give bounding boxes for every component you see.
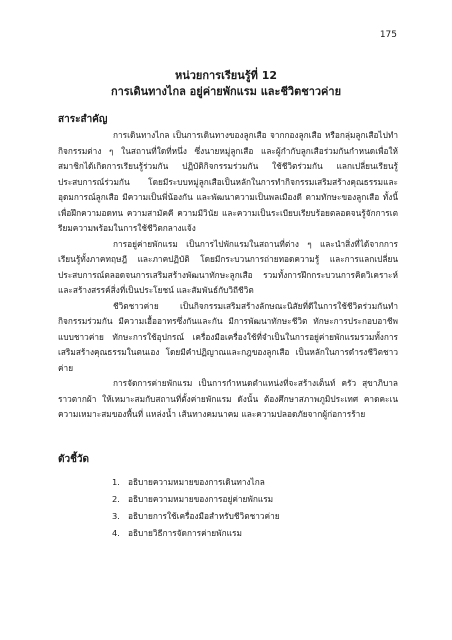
indicator-item (112, 508, 280, 525)
indicator-number: 3. (112, 511, 120, 521)
indicators-heading: ตัวชี้วัด (58, 454, 90, 465)
indicator-list (112, 474, 280, 542)
indicator-item (112, 525, 280, 542)
summary-paragraph: ชีวิตชาวค่าย เป็นกิจกรรมเสริมสร้างลักษณะนิสัยที่ดีในการใช้ชีวิตร่วมกันทำกิจกรรมร่วมกัน มีความเอื้ออาทรซึ่งกันและกัน มีการพัฒนาทักษะชีวิต ทักษะการประกอบอาชีพแบบชาวค่าย ทักษะการใช้อุปกรณ์ เครื่องมือเครื่องใช้ที่จำเป็นในการอยู่ค่ายพักแรมรวมทั้งการเสริมสร้างคุณธรรมในตนเอง โดยมีคำปฏิญาณและกฎของลูกเสือ เป็นหลักในการดำรงชีวิตชาวค่าย (58, 300, 398, 373)
indicator-number: 2. (112, 494, 120, 504)
unit-subtitle: การเดินทางไกล อยู่ค่ายพักแรม และชีวิตชาวค่าย (110, 85, 342, 98)
summary-heading: สาระสำคัญ (58, 114, 108, 125)
summary-paragraph: การเดินทางไกล เป็นการเดินทางของลูกเสือ จากกองลูกเสือ หรือกลุ่มลูกเสือไปทำกิจกรรมต่าง ๆ ในสถานที่ใดที่หนึ่ง ซึ่งนายหมู่ลูกเสือ และผู้กำกับลูกเสือร่วมกันกำหนดเพื่อให้สมาชิกได้เกิดการเรียนรู้ร่วมกัน ปฏิบัติกิจกรรมร่วมกัน ใช้ชีวิตร่วมกัน แลกเปลี่ยนเรียนรู้ประสบการณ์ร่วมกัน โดยมีระบบหมู่ลูกเสือเป็นหลักในการทำกิจกรรมเสริมสร้างคุณธรรมและอุดมการณ์ลูกเสือ มีความเป็นพี่น้องกัน และพัฒนาความเป็นพลเมืองดี ตามทักษะของลูกเสือ ทั้งนี้ เพื่อฝึกความอดทน ความสามัคคี ความมีวินัย และความเป็นระเบียบเรียบร้อยตลอดจนรู้จักการเตรียมความพร้อมในการใช้ชีวิตกลางแจ้ง (58, 130, 398, 233)
page-number: 175 (379, 30, 397, 40)
summary-paragraph: การอยู่ค่ายพักแรม เป็นการไปพักแรมในสถานที่ต่าง ๆ และนำสิ่งที่ได้จากการเรียนรู้ทั้งภาคทฤษฎี และภาคปฏิบัติ โดยมีกระบวนการถ่ายทอดความรู้ และการแลกเปลี่ยนประสบการณ์ตลอดจนการเสริมสร้างพัฒนาทักษะลูกเสือ รวมทั้งการฝึกกระบวนการคิดวิเคราะห์ และสร้างสรรค์สิ่งที่เป็นประโยชน์ และสัมพันธ์กับวิถีชีวิต (58, 238, 398, 295)
indicator-text: อธิบายความหมายของการเดินทางไกล (128, 477, 265, 487)
summary-paragraph: การจัดการค่ายพักแรม เป็นการกำหนดตำแหน่งที่จะสร้างเต็นท์ ครัว สุขาภิบาลราวตากผ้า ให้เหมาะสมกับสถานที่ตั้งค่ายพักแรม ดังนั้น ต้องศึกษาสภาพภูมิประเทศ คาดคะเนความเหมาะสมของพื้นที่ แหล่งน้ำ เส้นทางคมนาคม และความปลอดภัยจากผู้ก่อการร้าย (58, 378, 398, 419)
indicator-item (112, 474, 280, 491)
summary-body (58, 128, 398, 423)
indicator-item (112, 491, 280, 508)
unit-title: หน่วยการเรียนรู้ที่ 12 (174, 69, 278, 82)
indicator-number: 4. (112, 528, 120, 538)
indicator-number: 1. (112, 477, 120, 487)
indicator-text: อธิบายความหมายของการอยู่ค่ายพักแรม (128, 494, 274, 504)
indicator-text: อธิบายวิธีการจัดการค่ายพักแรม (128, 528, 242, 538)
indicator-text: อธิบายการใช้เครื่องมือสำหรับชีวิตชาวค่าย (128, 511, 280, 521)
